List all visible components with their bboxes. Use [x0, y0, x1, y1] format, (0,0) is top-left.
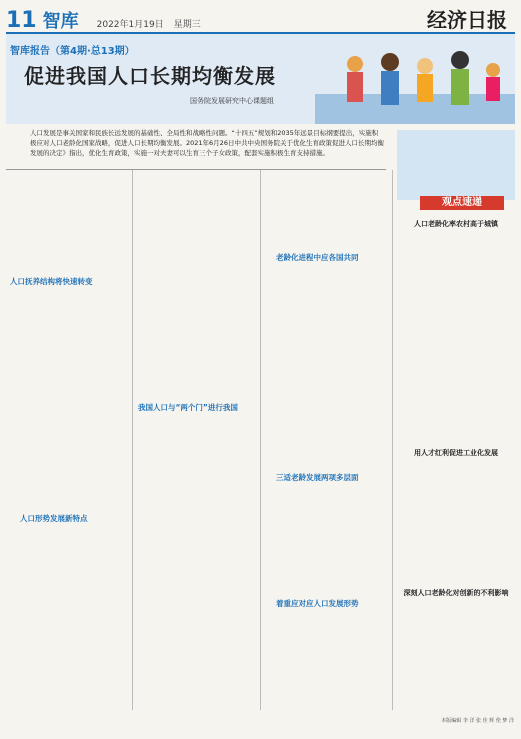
report-kicker: 智库报告（第4期·总13期）	[10, 46, 135, 57]
section-heading: 着重应对应人口发展形势	[276, 599, 359, 608]
lead-divider	[6, 169, 386, 170]
column-divider	[132, 170, 133, 710]
issue-weekday: 星期三	[173, 20, 201, 30]
section-title: 智库	[42, 11, 79, 32]
sidebar-image	[397, 130, 515, 200]
column-divider	[392, 170, 393, 710]
editor-credits: 本版编辑 李 洋 张 佳 辉 伦 梦 洋	[441, 718, 514, 724]
sidebar-item-heading: 深刻人口老龄化对创新的不利影响	[403, 589, 509, 597]
section-heading: 人口形势发展新特点	[20, 514, 88, 523]
article-byline: 国务院发展研究中心课题组	[190, 97, 274, 105]
issue-date: 2022年1月19日	[96, 20, 164, 30]
section-heading: 我国人口与“两个门”进行我国	[138, 403, 238, 412]
sidebar-item-heading: 用人才红利促进工业化发展	[414, 449, 498, 457]
article-headline: 促进我国人口长期均衡发展	[24, 64, 276, 88]
page-number: 11	[6, 8, 37, 33]
sidebar-title: 观点速递	[420, 196, 504, 210]
article-lead: 人口发展是事关国家和民族长远发展的基础性、全局性和战略性问题。“十四五”规划和2035年远景目标纲要提出，实施积极应对人口老龄化国家战略，促进人口长期均衡发展。2021年6月26日中共中央国务院关于优化生育政策促进人口长期均衡发展的决定》指出，优化生育政策，实施一对夫妻可以生育三个子女政策，配套实施积极生育支持措施。	[30, 129, 384, 157]
section-heading: 老龄化进程中应各国共同	[276, 253, 359, 262]
section-heading: 三适老龄发展两项多层面	[276, 473, 359, 482]
sidebar-item-heading: 人口老龄化率农村高于城镇	[414, 220, 498, 228]
section-heading: 人口抚养结构将快速转变	[10, 277, 93, 286]
masthead-logo: 经济日报	[427, 8, 507, 32]
column-divider	[260, 170, 261, 710]
family-illustration	[315, 34, 515, 124]
